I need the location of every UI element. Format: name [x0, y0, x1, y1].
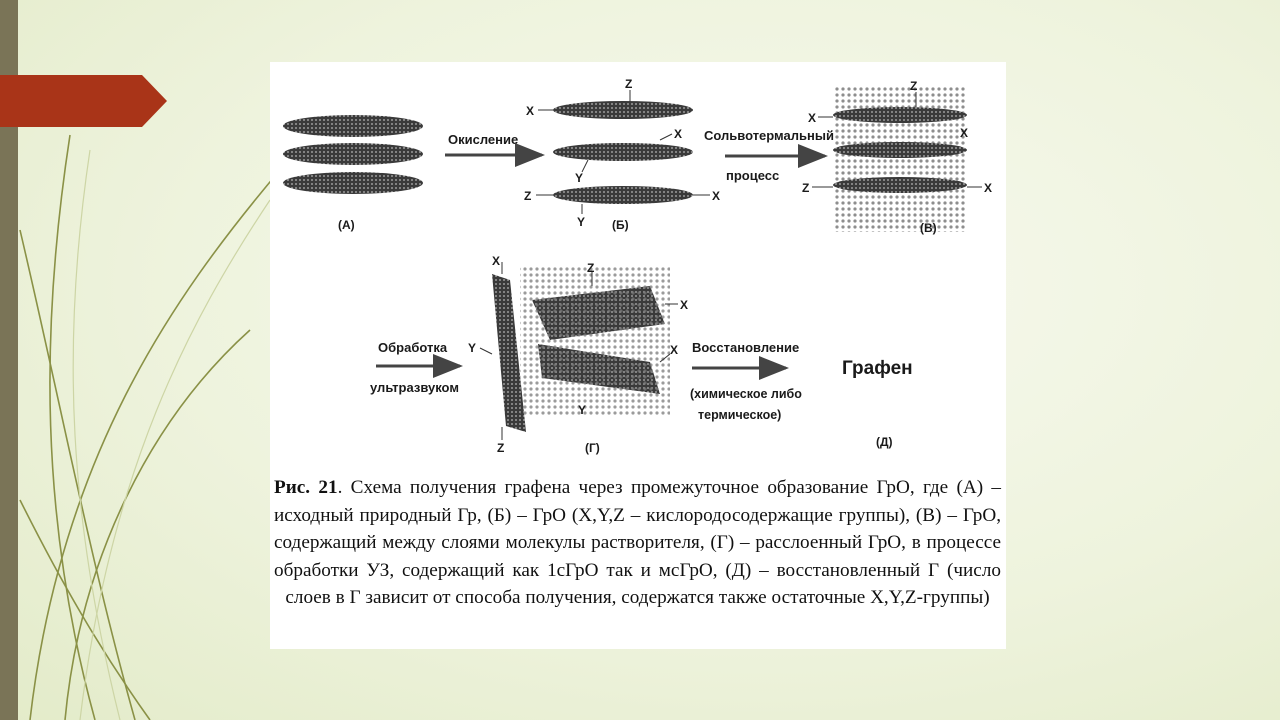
group-z-v1: Z [910, 79, 918, 93]
reduction-note-2: термическое) [698, 408, 782, 422]
group-y-g1: Y [468, 341, 477, 355]
panel-v-layers [812, 87, 982, 232]
panel-b-label: (Б) [612, 218, 629, 232]
group-z-g2: Z [497, 441, 505, 455]
reduction-note-1: (химическое либо [690, 387, 802, 401]
caption-text: . Схема получения графена через промежуточное образование ГрО, где (А) – исходный природный Гр, (Б) – ГрО (X,Y,Z – кислородосодержащие группы), (В) – ГрО, содержащий между слоями молекулы растворителя, (Г) – расслоенный ГрО, в процессе обработки УЗ, содержащий как 1сГрО так и мсГрО, (Д) – восстановленный Г (число слоев в Г зависит от способа получения, содержатся также остаточные X,Y,Z-группы) [274, 477, 1001, 608]
group-x-b2: X [674, 127, 683, 141]
panel-v-label: (В) [920, 221, 937, 235]
group-y-g2: Y [578, 403, 587, 417]
group-x-b3: X [712, 189, 721, 203]
scheme-diagram [270, 62, 1006, 472]
oxidation-label: Окисление [448, 132, 519, 147]
title-accent-tab [0, 75, 167, 127]
panel-b-layers [536, 90, 710, 214]
group-z-g1: Z [587, 261, 595, 275]
figure-caption [274, 474, 1001, 612]
group-x-v1: X [808, 111, 817, 125]
panel-g-label: (Г) [585, 441, 600, 455]
group-z-v2: Z [802, 181, 810, 195]
reduction-label: Восстановление [692, 340, 800, 355]
group-z-b1: Z [625, 77, 633, 91]
panel-d-label: (Д) [876, 435, 893, 449]
panel-a-label: (А) [338, 218, 355, 232]
panel-a-layers [283, 115, 423, 194]
solvothermal-label-1: Сольвотермальный [704, 128, 834, 143]
ultrasound-label-2: ультразвуком [370, 380, 459, 395]
solvothermal-label-2: процесс [726, 168, 780, 183]
ultrasound-label-1: Обработка [378, 340, 448, 355]
figure-number: Рис. 21 [274, 477, 338, 498]
group-y-b1: Y [575, 171, 584, 185]
group-x-g3: X [670, 343, 679, 357]
group-x-b1: X [526, 104, 535, 118]
group-x-v2: X [960, 126, 969, 140]
group-x-g2: X [680, 298, 689, 312]
group-x-g1: X [492, 254, 501, 268]
group-y-b2: Y [577, 215, 586, 229]
group-x-v3: X [984, 181, 993, 195]
group-z-b2: Z [524, 189, 532, 203]
graphene-label: Графен [842, 358, 913, 379]
graphene-scheme-figure [270, 62, 1006, 649]
